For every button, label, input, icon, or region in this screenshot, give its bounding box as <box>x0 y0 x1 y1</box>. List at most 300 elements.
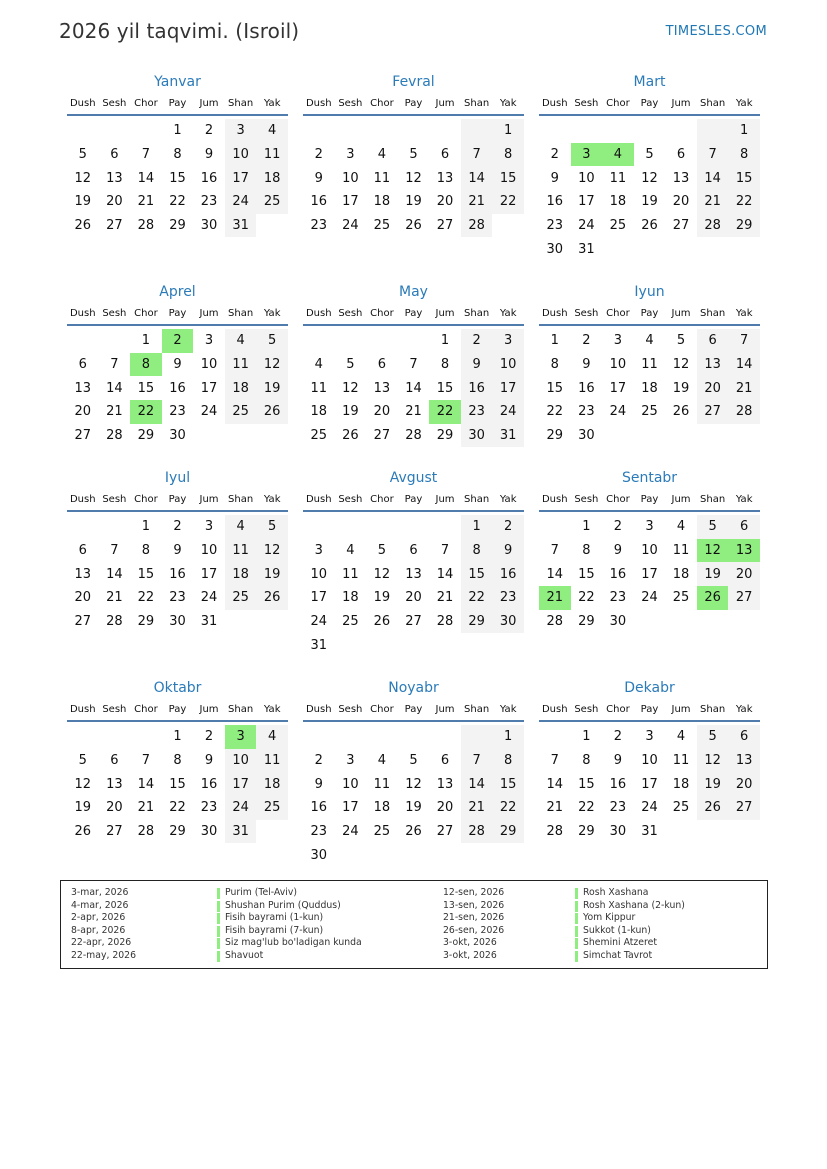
day-cell: 1 <box>492 725 524 749</box>
day-cell: 20 <box>697 376 729 400</box>
day-cell: 26 <box>697 796 729 820</box>
weekday-header <box>67 698 288 722</box>
empty-day-cell <box>429 725 461 749</box>
day-cell: 9 <box>613 753 623 769</box>
day-cell: 6 <box>78 543 87 559</box>
day-cell: 19 <box>256 562 288 586</box>
legend-date: 22-apr, 2026 <box>71 937 132 948</box>
day-cell: 21 <box>436 590 454 606</box>
day-cell: 26 <box>256 586 288 610</box>
empty-day-cell <box>303 119 335 143</box>
weekday-label: Chor <box>134 307 158 319</box>
day-cell: 23 <box>492 586 524 610</box>
day-cell: 4 <box>346 543 355 559</box>
day-cell: 29 <box>137 614 155 630</box>
day-cell: 25 <box>256 796 288 820</box>
day-cell: 30 <box>169 428 186 444</box>
days-grid <box>67 515 288 633</box>
weekday-label: Jum <box>671 307 691 319</box>
day-cell: 8 <box>582 753 591 769</box>
legend-date: 12-sen, 2026 <box>443 887 505 898</box>
weekday-label: Jum <box>199 97 219 109</box>
day-cell: 26 <box>74 218 92 234</box>
weekday-label: Dush <box>305 703 332 715</box>
day-cell: 12 <box>405 776 422 792</box>
weekday-label: Dush <box>305 97 332 109</box>
weekday-label: Jum <box>435 97 455 109</box>
empty-day-cell <box>366 725 398 749</box>
month-sentabr <box>539 468 760 633</box>
day-cell: 20 <box>74 404 92 420</box>
month-noyabr <box>303 678 524 867</box>
day-cell: 6 <box>440 753 450 769</box>
day-cell: 24 <box>200 404 218 420</box>
day-cell: 8 <box>550 357 559 373</box>
day-cell: 10 <box>578 170 595 186</box>
weekday-label: Jum <box>671 703 691 715</box>
legend-holiday-name: Sukkot (1-kun) <box>583 924 651 936</box>
day-cell: 12 <box>74 776 92 792</box>
month-title: May <box>399 284 428 300</box>
day-cell: 6 <box>110 753 119 769</box>
day-cell: 12 <box>672 357 690 373</box>
legend-row <box>71 937 391 950</box>
day-cell: 12 <box>256 353 288 377</box>
weekday-label: Pay <box>640 703 659 715</box>
day-cell: 13 <box>74 380 92 396</box>
weekday-label: Sesh <box>574 307 599 319</box>
day-cell: 29 <box>492 820 524 844</box>
legend-date: 26-sen, 2026 <box>443 924 505 936</box>
day-cell: 24 <box>200 590 218 606</box>
day-cell: 28 <box>137 824 155 840</box>
day-cell: 24 <box>342 218 359 234</box>
month-iyul <box>67 468 288 633</box>
legend-row <box>71 887 391 900</box>
days-grid <box>539 515 760 633</box>
month-title: Iyul <box>164 470 191 486</box>
day-cell: 11 <box>256 749 288 773</box>
legend-holiday-name: Yom Kippur <box>583 912 636 923</box>
legend-row <box>71 950 391 963</box>
day-cell: 16 <box>169 380 186 396</box>
day-cell: 18 <box>641 380 658 396</box>
day-cell: 13 <box>697 353 729 377</box>
day-cell: 6 <box>110 147 119 163</box>
weekday-label: Pay <box>404 97 423 109</box>
day-cell: 24 <box>578 218 595 234</box>
weekday-label: Pay <box>404 493 423 505</box>
day-cell: 5 <box>697 515 729 539</box>
day-cell: 1 <box>582 729 591 745</box>
weekday-label: Yak <box>499 97 517 109</box>
day-cell: 6 <box>440 147 450 163</box>
day-cell: 24 <box>492 400 524 424</box>
weekday-label: Sesh <box>102 703 127 715</box>
empty-day-cell <box>99 119 131 143</box>
weekday-label: Shan <box>464 703 490 715</box>
day-cell: 1 <box>461 515 493 539</box>
day-cell: 19 <box>373 590 391 606</box>
day-cell: 25 <box>256 190 288 214</box>
empty-day-cell <box>539 119 571 143</box>
day-cell: 16 <box>169 566 186 582</box>
empty-day-cell <box>99 725 131 749</box>
day-cell: 2 <box>162 329 194 353</box>
day-cell: 9 <box>582 357 591 373</box>
day-cell: 16 <box>546 194 564 210</box>
day-cell: 10 <box>342 170 359 186</box>
day-cell: 17 <box>225 772 257 796</box>
day-cell: 8 <box>461 539 493 563</box>
weekday-header <box>539 302 760 326</box>
day-cell: 28 <box>461 214 493 238</box>
weekday-label: Chor <box>606 703 630 715</box>
weekday-label: Chor <box>370 703 394 715</box>
weekday-label: Yak <box>263 703 281 715</box>
day-cell: 26 <box>342 428 359 444</box>
day-cell: 24 <box>609 404 627 420</box>
day-cell: 1 <box>582 519 591 535</box>
legend-holiday-name: Shushan Purim (Quddus) <box>225 899 341 911</box>
day-cell: 25 <box>672 800 690 816</box>
day-cell: 15 <box>492 772 524 796</box>
day-cell: 19 <box>256 376 288 400</box>
day-cell: 18 <box>310 404 328 420</box>
day-cell: 20 <box>436 800 454 816</box>
legend-holiday-name: Siz mag'lub bo'ladigan kunda <box>225 937 362 948</box>
day-cell: 3 <box>645 519 654 535</box>
day-cell: 16 <box>492 562 524 586</box>
weekday-label: Shan <box>700 97 726 109</box>
weekday-header <box>539 698 760 722</box>
day-cell: 7 <box>728 329 760 353</box>
day-cell: 29 <box>169 824 186 840</box>
weekday-label: Jum <box>199 703 219 715</box>
day-cell: 24 <box>342 824 359 840</box>
day-cell: 31 <box>578 241 595 257</box>
day-cell: 9 <box>173 543 182 559</box>
day-cell: 6 <box>409 543 418 559</box>
weekday-label: Dush <box>69 307 96 319</box>
day-cell: 16 <box>578 380 595 396</box>
day-cell: 18 <box>373 194 391 210</box>
day-cell: 3 <box>346 147 355 163</box>
day-cell: 22 <box>728 190 760 214</box>
day-cell: 21 <box>405 404 422 420</box>
month-title: Dekabr <box>624 680 675 696</box>
day-cell: 20 <box>373 404 391 420</box>
weekday-label: Pay <box>640 493 659 505</box>
weekday-label: Yak <box>735 703 753 715</box>
empty-day-cell <box>366 329 398 353</box>
day-cell: 23 <box>609 800 627 816</box>
day-cell: 16 <box>609 776 627 792</box>
day-cell: 9 <box>550 170 559 186</box>
day-cell: 4 <box>602 143 634 167</box>
day-cell: 1 <box>492 119 524 143</box>
day-cell: 10 <box>641 543 658 559</box>
day-cell: 12 <box>373 566 391 582</box>
empty-day-cell <box>602 119 634 143</box>
day-cell: 28 <box>546 824 564 840</box>
day-cell: 5 <box>645 147 654 163</box>
day-cell: 19 <box>74 800 92 816</box>
weekday-label: Pay <box>168 493 187 505</box>
day-cell: 27 <box>373 428 391 444</box>
day-cell: 20 <box>436 194 454 210</box>
day-cell: 25 <box>609 218 627 234</box>
day-cell: 17 <box>200 566 218 582</box>
weekday-label: Pay <box>640 97 659 109</box>
month-mart <box>539 72 760 261</box>
day-cell: 27 <box>106 824 123 840</box>
day-cell: 19 <box>697 772 729 796</box>
day-cell: 30 <box>200 824 218 840</box>
weekday-label: Chor <box>606 493 630 505</box>
day-cell: 15 <box>461 562 493 586</box>
weekday-label: Sesh <box>574 493 599 505</box>
site-link[interactable]: TIMESLES.COM <box>665 24 767 39</box>
day-cell: 9 <box>314 776 323 792</box>
day-cell: 28 <box>697 214 729 238</box>
weekday-label: Yak <box>263 97 281 109</box>
day-cell: 9 <box>204 147 214 163</box>
day-cell: 11 <box>256 143 288 167</box>
weekday-label: Yak <box>263 307 281 319</box>
day-cell: 26 <box>405 824 422 840</box>
legend-date: 21-sen, 2026 <box>443 912 505 923</box>
weekday-label: Jum <box>435 307 455 319</box>
empty-day-cell <box>429 515 461 539</box>
day-cell: 14 <box>697 166 729 190</box>
legend-holiday-name: Shavuot <box>225 949 264 961</box>
day-cell: 5 <box>78 147 87 163</box>
empty-day-cell <box>335 515 367 539</box>
legend-color-marker <box>575 913 578 924</box>
day-cell: 1 <box>550 333 559 349</box>
day-cell: 14 <box>106 566 123 582</box>
day-cell: 8 <box>173 147 182 163</box>
day-cell: 14 <box>546 566 564 582</box>
weekday-header <box>303 92 524 116</box>
day-cell: 25 <box>225 586 257 610</box>
day-cell: 31 <box>310 637 328 653</box>
month-title: Noyabr <box>388 680 439 696</box>
day-cell: 30 <box>200 218 218 234</box>
day-cell: 12 <box>256 539 288 563</box>
day-cell: 19 <box>405 800 422 816</box>
day-cell: 5 <box>676 333 686 349</box>
day-cell: 16 <box>461 376 493 400</box>
weekday-label: Chor <box>134 97 158 109</box>
day-cell: 22 <box>492 190 524 214</box>
day-cell: 11 <box>225 353 257 377</box>
legend-holiday-name: Rosh Xashana (2-kun) <box>583 899 685 911</box>
day-cell: 8 <box>728 143 760 167</box>
day-cell: 21 <box>106 404 123 420</box>
weekday-label: Chor <box>134 703 158 715</box>
day-cell: 27 <box>74 614 92 630</box>
weekday-label: Yak <box>735 493 753 505</box>
weekday-label: Chor <box>370 493 394 505</box>
day-cell: 11 <box>225 539 257 563</box>
month-dekabr <box>539 678 760 843</box>
day-cell: 15 <box>492 166 524 190</box>
day-cell: 13 <box>106 170 123 186</box>
day-cell: 29 <box>137 428 155 444</box>
day-cell: 2 <box>314 753 323 769</box>
day-cell: 31 <box>492 424 524 448</box>
day-cell: 31 <box>200 614 218 630</box>
day-cell: 19 <box>641 194 658 210</box>
day-cell: 5 <box>697 725 729 749</box>
weekday-label: Yak <box>735 97 753 109</box>
day-cell: 5 <box>377 543 387 559</box>
day-cell: 23 <box>461 400 493 424</box>
days-grid <box>303 329 524 447</box>
month-fevral <box>303 72 524 237</box>
legend-row <box>443 925 763 938</box>
day-cell: 26 <box>697 586 729 610</box>
day-cell: 22 <box>461 586 493 610</box>
empty-day-cell <box>366 515 398 539</box>
weekday-label: Jum <box>435 493 455 505</box>
weekday-label: Chor <box>370 97 394 109</box>
legend-date: 8-apr, 2026 <box>71 924 126 936</box>
empty-day-cell <box>67 329 99 353</box>
day-cell: 21 <box>137 194 155 210</box>
day-cell: 24 <box>641 590 658 606</box>
day-cell: 30 <box>169 614 186 630</box>
holiday-legend <box>60 880 768 969</box>
days-grid <box>303 515 524 657</box>
day-cell: 21 <box>461 190 493 214</box>
day-cell: 22 <box>546 404 564 420</box>
empty-day-cell <box>697 119 729 143</box>
day-cell: 11 <box>342 566 359 582</box>
day-cell: 27 <box>436 824 454 840</box>
day-cell: 21 <box>137 800 155 816</box>
day-cell: 2 <box>550 147 559 163</box>
weekday-header <box>303 488 524 512</box>
day-cell: 2 <box>582 333 591 349</box>
day-cell: 3 <box>225 119 257 143</box>
day-cell: 26 <box>74 824 92 840</box>
weekday-label: Chor <box>370 307 394 319</box>
day-cell: 4 <box>377 147 387 163</box>
empty-day-cell <box>539 515 571 539</box>
legend-date: 3-okt, 2026 <box>443 937 497 948</box>
day-cell: 27 <box>672 218 690 234</box>
empty-day-cell <box>303 329 335 353</box>
empty-day-cell <box>67 119 99 143</box>
day-cell: 17 <box>200 380 218 396</box>
day-cell: 7 <box>697 143 729 167</box>
legend-date: 3-okt, 2026 <box>443 949 497 961</box>
weekday-label: Yak <box>499 703 517 715</box>
legend-color-marker <box>217 888 220 899</box>
empty-day-cell <box>461 119 493 143</box>
day-cell: 8 <box>130 353 162 377</box>
day-cell: 3 <box>492 329 524 353</box>
day-cell: 25 <box>641 404 658 420</box>
weekday-label: Yak <box>735 307 753 319</box>
day-cell: 19 <box>405 194 422 210</box>
day-cell: 17 <box>492 376 524 400</box>
month-title: Oktabr <box>153 680 202 696</box>
month-title: Fevral <box>392 74 435 90</box>
day-cell: 28 <box>436 614 454 630</box>
day-cell: 14 <box>405 380 422 396</box>
empty-day-cell <box>398 119 430 143</box>
day-cell: 19 <box>74 194 92 210</box>
day-cell: 27 <box>436 218 454 234</box>
day-cell: 13 <box>436 170 454 186</box>
day-cell: 14 <box>461 166 493 190</box>
day-cell: 26 <box>256 400 288 424</box>
empty-day-cell <box>571 119 603 143</box>
legend-row <box>71 900 391 913</box>
day-cell: 17 <box>609 380 627 396</box>
weekday-label: Chor <box>606 97 630 109</box>
empty-day-cell <box>429 119 461 143</box>
day-cell: 31 <box>225 820 257 844</box>
day-cell: 14 <box>436 566 454 582</box>
day-cell: 22 <box>492 796 524 820</box>
day-cell: 4 <box>256 725 288 749</box>
day-cell: 21 <box>697 190 729 214</box>
day-cell: 2 <box>204 123 214 139</box>
day-cell: 22 <box>169 800 186 816</box>
day-cell: 30 <box>546 241 564 257</box>
weekday-label: Dush <box>69 97 96 109</box>
day-cell: 15 <box>578 566 595 582</box>
day-cell: 29 <box>461 610 493 634</box>
day-cell: 4 <box>676 519 686 535</box>
day-cell: 12 <box>74 170 92 186</box>
day-cell: 27 <box>106 218 123 234</box>
day-cell: 7 <box>409 357 418 373</box>
day-cell: 24 <box>225 190 257 214</box>
month-oktabr <box>67 678 288 843</box>
legend-date: 22-may, 2026 <box>71 949 137 961</box>
day-cell: 11 <box>373 170 391 186</box>
day-cell: 3 <box>204 519 214 535</box>
day-cell: 24 <box>310 614 328 630</box>
days-grid <box>539 329 760 447</box>
legend-color-marker <box>217 951 220 962</box>
day-cell: 4 <box>225 515 257 539</box>
legend-row <box>71 925 391 938</box>
day-cell: 13 <box>728 539 760 563</box>
day-cell: 16 <box>310 194 328 210</box>
weekday-label: Jum <box>671 493 691 505</box>
day-cell: 6 <box>377 357 387 373</box>
days-grid <box>539 725 760 843</box>
month-avgust <box>303 468 524 657</box>
empty-day-cell <box>67 515 99 539</box>
days-grid <box>67 329 288 447</box>
day-cell: 17 <box>310 590 328 606</box>
day-cell: 23 <box>578 404 595 420</box>
day-cell: 9 <box>173 357 182 373</box>
day-cell: 23 <box>609 590 627 606</box>
day-cell: 18 <box>256 166 288 190</box>
weekday-label: Pay <box>168 97 187 109</box>
day-cell: 5 <box>256 329 288 353</box>
weekday-label: Sesh <box>102 493 127 505</box>
